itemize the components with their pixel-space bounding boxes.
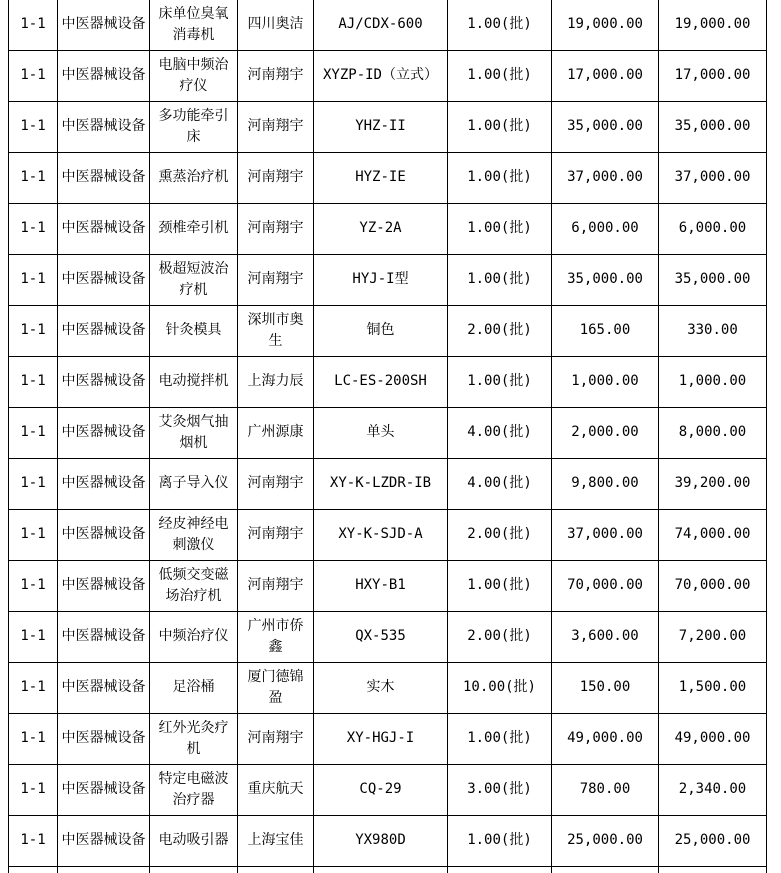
- cell-model: LC-ES-200SH: [314, 356, 448, 407]
- cell-category: 中医器械设备: [58, 458, 150, 509]
- cell-supplier: 河南翔宇: [238, 254, 314, 305]
- cell-unit_price: [552, 866, 659, 873]
- cell-seq: [9, 866, 58, 873]
- table-row: [9, 458, 767, 509]
- table-row: [9, 713, 767, 764]
- cell-seq: 1-1: [9, 662, 58, 713]
- cell-unit_price: 1,000.00: [552, 356, 659, 407]
- cell-unit_price: 6,000.00: [552, 203, 659, 254]
- cell-unit_price: 780.00: [552, 764, 659, 815]
- cell-quantity: 1.00(批): [448, 50, 552, 101]
- cell-quantity: 1.00(批): [448, 815, 552, 866]
- cell-model: 铜色: [314, 305, 448, 356]
- table-row: [9, 0, 767, 50]
- cell-category: 中医器械设备: [58, 662, 150, 713]
- cell-seq: 1-1: [9, 356, 58, 407]
- cell-model: XY-HGJ-I: [314, 713, 448, 764]
- table-row: [9, 152, 767, 203]
- cell-quantity: 4.00(批): [448, 458, 552, 509]
- cell-unit_price: 25,000.00: [552, 815, 659, 866]
- cell-total_price: 70,000.00: [659, 560, 767, 611]
- cell-name: 多功能牵引床: [150, 101, 238, 152]
- table-row: [9, 50, 767, 101]
- cell-category: 中医器械设备: [58, 0, 150, 50]
- table-row: [9, 509, 767, 560]
- cell-unit_price: 49,000.00: [552, 713, 659, 764]
- cell-category: 中医器械设备: [58, 101, 150, 152]
- cell-category: 中医器械设备: [58, 611, 150, 662]
- cell-supplier: 广州市侨鑫: [238, 611, 314, 662]
- table-row: [9, 203, 767, 254]
- cell-unit_price: 35,000.00: [552, 254, 659, 305]
- cell-seq: 1-1: [9, 50, 58, 101]
- cell-quantity: 1.00(批): [448, 560, 552, 611]
- cell-quantity: 2.00(批): [448, 611, 552, 662]
- cell-category: 中医器械设备: [58, 407, 150, 458]
- equipment-table: [8, 0, 767, 873]
- cell-seq: 1-1: [9, 764, 58, 815]
- cell-name: 足浴桶: [150, 662, 238, 713]
- cell-unit_price: 37,000.00: [552, 509, 659, 560]
- cell-seq: 1-1: [9, 509, 58, 560]
- cell-quantity: 1.00(批): [448, 203, 552, 254]
- cell-name: 离子导入仪: [150, 458, 238, 509]
- table-row: [9, 356, 767, 407]
- cell-category: 中医器械设备: [58, 815, 150, 866]
- cell-model: HYJ-I型: [314, 254, 448, 305]
- cell-category: 中医器械设备: [58, 50, 150, 101]
- cell-unit_price: 70,000.00: [552, 560, 659, 611]
- cell-category: 中医器械设备: [58, 560, 150, 611]
- cell-name: 红外光灸疗机: [150, 713, 238, 764]
- cell-quantity: 1.00(批): [448, 101, 552, 152]
- cell-quantity: 1.00(批): [448, 0, 552, 50]
- cell-model: XY-K-SJD-A: [314, 509, 448, 560]
- cell-quantity: 2.00(批): [448, 509, 552, 560]
- cell-quantity: 4.00(批): [448, 407, 552, 458]
- cell-category: 中医器械设备: [58, 356, 150, 407]
- cell-supplier: 河南翔宇: [238, 509, 314, 560]
- cell-name: 极超短波治疗机: [150, 254, 238, 305]
- table-row: [9, 101, 767, 152]
- cell-category: 中医器械设备: [58, 152, 150, 203]
- cell-seq: 1-1: [9, 815, 58, 866]
- cell-quantity: 10.00(批): [448, 662, 552, 713]
- cell-total_price: 35,000.00: [659, 101, 767, 152]
- cell-total_price: 19,000.00: [659, 0, 767, 50]
- cell-category: [58, 866, 150, 873]
- cell-total_price: 330.00: [659, 305, 767, 356]
- cell-name: 电脑中频治疗仪: [150, 50, 238, 101]
- cell-name: [150, 866, 238, 873]
- cell-supplier: 重庆航天: [238, 764, 314, 815]
- cell-supplier: 河南翔宇: [238, 101, 314, 152]
- cell-quantity: 3.00(批): [448, 764, 552, 815]
- table-row: [9, 764, 767, 815]
- cell-supplier: 河南翔宇: [238, 203, 314, 254]
- cell-quantity: 1.00(批): [448, 356, 552, 407]
- cell-name: 特定电磁波治疗器: [150, 764, 238, 815]
- cell-model: 实木: [314, 662, 448, 713]
- cell-seq: 1-1: [9, 152, 58, 203]
- cell-total_price: 7,200.00: [659, 611, 767, 662]
- cell-model: YHZ-II: [314, 101, 448, 152]
- cell-name: 电动搅拌机: [150, 356, 238, 407]
- cell-supplier: 河南翔宇: [238, 50, 314, 101]
- cell-name: 颈椎牵引机: [150, 203, 238, 254]
- cell-seq: 1-1: [9, 203, 58, 254]
- cell-unit_price: 3,600.00: [552, 611, 659, 662]
- cell-total_price: 35,000.00: [659, 254, 767, 305]
- cell-quantity: [448, 866, 552, 873]
- cell-quantity: 1.00(批): [448, 254, 552, 305]
- cell-supplier: 广州源康: [238, 407, 314, 458]
- cell-supplier: 河南翔宇: [238, 152, 314, 203]
- partial-next-row: [9, 866, 767, 873]
- cell-seq: 1-1: [9, 458, 58, 509]
- cell-unit_price: 150.00: [552, 662, 659, 713]
- cell-name: 经皮神经电刺激仪: [150, 509, 238, 560]
- table-row: [9, 662, 767, 713]
- cell-total_price: [659, 866, 767, 873]
- cell-seq: 1-1: [9, 101, 58, 152]
- cell-seq: 1-1: [9, 0, 58, 50]
- cell-name: 床单位臭氧消毒机: [150, 0, 238, 50]
- cell-model: XY-K-LZDR-IB: [314, 458, 448, 509]
- table-row: [9, 254, 767, 305]
- table-row: [9, 305, 767, 356]
- cell-unit_price: 37,000.00: [552, 152, 659, 203]
- cell-supplier: 厦门德锦盈: [238, 662, 314, 713]
- cell-category: 中医器械设备: [58, 713, 150, 764]
- cell-model: AJ/CDX-600: [314, 0, 448, 50]
- equipment-table-body: [9, 0, 767, 866]
- cell-category: 中医器械设备: [58, 764, 150, 815]
- cell-name: 中频治疗仪: [150, 611, 238, 662]
- cell-model: [314, 866, 448, 873]
- cell-name: 针灸模具: [150, 305, 238, 356]
- cell-unit_price: 19,000.00: [552, 0, 659, 50]
- cell-model: YX980D: [314, 815, 448, 866]
- cell-category: 中医器械设备: [58, 254, 150, 305]
- cell-supplier: [238, 866, 314, 873]
- cell-seq: 1-1: [9, 305, 58, 356]
- cell-supplier: 上海力辰: [238, 356, 314, 407]
- cell-quantity: 2.00(批): [448, 305, 552, 356]
- cell-total_price: 74,000.00: [659, 509, 767, 560]
- cell-category: 中医器械设备: [58, 203, 150, 254]
- cell-name: 低频交变磁场治疗机: [150, 560, 238, 611]
- cell-model: 单头: [314, 407, 448, 458]
- cell-unit_price: 165.00: [552, 305, 659, 356]
- cell-total_price: 2,340.00: [659, 764, 767, 815]
- cell-category: 中医器械设备: [58, 305, 150, 356]
- cell-supplier: 四川奥洁: [238, 0, 314, 50]
- table-row: [9, 611, 767, 662]
- cell-supplier: 河南翔宇: [238, 560, 314, 611]
- cell-quantity: 1.00(批): [448, 152, 552, 203]
- cell-total_price: 25,000.00: [659, 815, 767, 866]
- cell-total_price: 1,500.00: [659, 662, 767, 713]
- cell-model: QX-535: [314, 611, 448, 662]
- cell-seq: 1-1: [9, 713, 58, 764]
- cell-unit_price: 35,000.00: [552, 101, 659, 152]
- cell-unit_price: 9,800.00: [552, 458, 659, 509]
- cell-total_price: 1,000.00: [659, 356, 767, 407]
- table-row-partial: [9, 866, 767, 873]
- cell-name: 熏蒸治疗机: [150, 152, 238, 203]
- cell-total_price: 17,000.00: [659, 50, 767, 101]
- cell-total_price: 37,000.00: [659, 152, 767, 203]
- table-row: [9, 815, 767, 866]
- cell-quantity: 1.00(批): [448, 713, 552, 764]
- cell-supplier: 河南翔宇: [238, 713, 314, 764]
- cell-unit_price: 17,000.00: [552, 50, 659, 101]
- cell-model: CQ-29: [314, 764, 448, 815]
- cell-name: 电动吸引器: [150, 815, 238, 866]
- cell-category: 中医器械设备: [58, 509, 150, 560]
- cell-total_price: 49,000.00: [659, 713, 767, 764]
- cell-total_price: 6,000.00: [659, 203, 767, 254]
- cell-unit_price: 2,000.00: [552, 407, 659, 458]
- cell-supplier: 深圳市奥生: [238, 305, 314, 356]
- cell-seq: 1-1: [9, 611, 58, 662]
- cell-seq: 1-1: [9, 407, 58, 458]
- cell-seq: 1-1: [9, 254, 58, 305]
- cell-supplier: 河南翔宇: [238, 458, 314, 509]
- cell-total_price: 39,200.00: [659, 458, 767, 509]
- table-row: [9, 407, 767, 458]
- cell-model: XYZP-ID（立式）: [314, 50, 448, 101]
- cell-model: YZ-2A: [314, 203, 448, 254]
- table-row: [9, 560, 767, 611]
- cell-supplier: 上海宝佳: [238, 815, 314, 866]
- cell-model: HYZ-IE: [314, 152, 448, 203]
- cell-total_price: 8,000.00: [659, 407, 767, 458]
- cell-model: HXY-B1: [314, 560, 448, 611]
- cell-seq: 1-1: [9, 560, 58, 611]
- cell-name: 艾灸烟气抽烟机: [150, 407, 238, 458]
